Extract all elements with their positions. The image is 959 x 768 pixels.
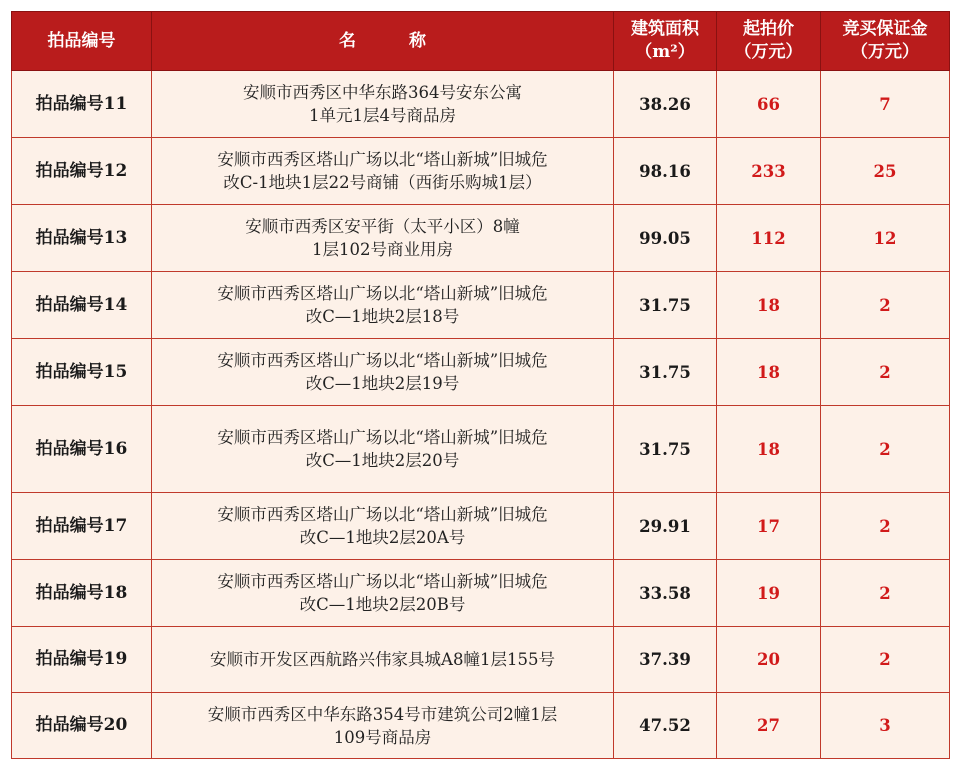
property-name-cell: 安顺市西秀区塔山广场以北“塔山新城”旧城危 改C—1地块2层20号	[152, 406, 614, 493]
starting-price-cell: 18	[717, 339, 821, 406]
lot-number-cell: 拍品编号20	[12, 693, 152, 759]
starting-price-cell: 66	[717, 71, 821, 138]
table-body	[12, 71, 950, 759]
starting-price-cell: 233	[717, 138, 821, 205]
area-cell: 29.91	[614, 493, 717, 560]
auction-table-container	[11, 11, 949, 759]
deposit-cell: 2	[821, 272, 950, 339]
deposit-cell: 3	[821, 693, 950, 759]
table-row	[12, 493, 950, 560]
lot-number-cell: 拍品编号13	[12, 205, 152, 272]
area-cell: 33.58	[614, 560, 717, 627]
starting-price-cell: 20	[717, 627, 821, 693]
header-deposit: 竞买保证金 （万元）	[821, 12, 950, 71]
deposit-cell: 2	[821, 560, 950, 627]
table-row	[12, 560, 950, 627]
table-row	[12, 272, 950, 339]
lot-number-cell: 拍品编号18	[12, 560, 152, 627]
property-name-cell: 安顺市西秀区中华东路364号安东公寓 1单元1层4号商品房	[152, 71, 614, 138]
table-row	[12, 138, 950, 205]
starting-price-cell: 19	[717, 560, 821, 627]
area-cell: 31.75	[614, 406, 717, 493]
header-starting-price: 起拍价 （万元）	[717, 12, 821, 71]
area-cell: 31.75	[614, 339, 717, 406]
deposit-cell: 12	[821, 205, 950, 272]
property-name-cell: 安顺市西秀区塔山广场以北“塔山新城”旧城危 改C—1地块2层19号	[152, 339, 614, 406]
property-name-cell: 安顺市西秀区塔山广场以北“塔山新城”旧城危 改C—1地块2层20A号	[152, 493, 614, 560]
property-name-cell: 安顺市西秀区中华东路354号市建筑公司2幢1层 109号商品房	[152, 693, 614, 759]
header-lot-number: 拍品编号	[12, 12, 152, 71]
property-name-cell: 安顺市西秀区塔山广场以北“塔山新城”旧城危 改C-1地块1层22号商铺（西街乐购城1层）	[152, 138, 614, 205]
area-cell: 31.75	[614, 272, 717, 339]
starting-price-cell: 112	[717, 205, 821, 272]
table-row	[12, 627, 950, 693]
table-row	[12, 339, 950, 406]
property-name-cell: 安顺市西秀区塔山广场以北“塔山新城”旧城危 改C—1地块2层20B号	[152, 560, 614, 627]
area-cell: 47.52	[614, 693, 717, 759]
starting-price-cell: 17	[717, 493, 821, 560]
deposit-cell: 2	[821, 493, 950, 560]
lot-number-cell: 拍品编号17	[12, 493, 152, 560]
property-name-cell: 安顺市西秀区塔山广场以北“塔山新城”旧城危 改C—1地块2层18号	[152, 272, 614, 339]
starting-price-cell: 27	[717, 693, 821, 759]
lot-number-cell: 拍品编号15	[12, 339, 152, 406]
auction-lots-table	[11, 11, 950, 759]
table-row	[12, 205, 950, 272]
property-name-cell: 安顺市西秀区安平街（太平小区）8幢 1层102号商业用房	[152, 205, 614, 272]
area-cell: 98.16	[614, 138, 717, 205]
lot-number-cell: 拍品编号12	[12, 138, 152, 205]
starting-price-cell: 18	[717, 406, 821, 493]
deposit-cell: 2	[821, 339, 950, 406]
deposit-cell: 7	[821, 71, 950, 138]
lot-number-cell: 拍品编号16	[12, 406, 152, 493]
table-row	[12, 693, 950, 759]
deposit-cell: 2	[821, 406, 950, 493]
area-cell: 99.05	[614, 205, 717, 272]
area-cell: 37.39	[614, 627, 717, 693]
lot-number-cell: 拍品编号11	[12, 71, 152, 138]
table-row	[12, 406, 950, 493]
lot-number-cell: 拍品编号19	[12, 627, 152, 693]
property-name-cell: 安顺市开发区西航路兴伟家具城A8幢1层155号	[152, 627, 614, 693]
area-cell: 38.26	[614, 71, 717, 138]
deposit-cell: 2	[821, 627, 950, 693]
table-row	[12, 71, 950, 138]
table-header	[12, 12, 950, 71]
starting-price-cell: 18	[717, 272, 821, 339]
header-row	[12, 12, 950, 71]
deposit-cell: 25	[821, 138, 950, 205]
header-area: 建筑面积 （m²）	[614, 12, 717, 71]
lot-number-cell: 拍品编号14	[12, 272, 152, 339]
header-name: 名 称	[152, 12, 614, 71]
